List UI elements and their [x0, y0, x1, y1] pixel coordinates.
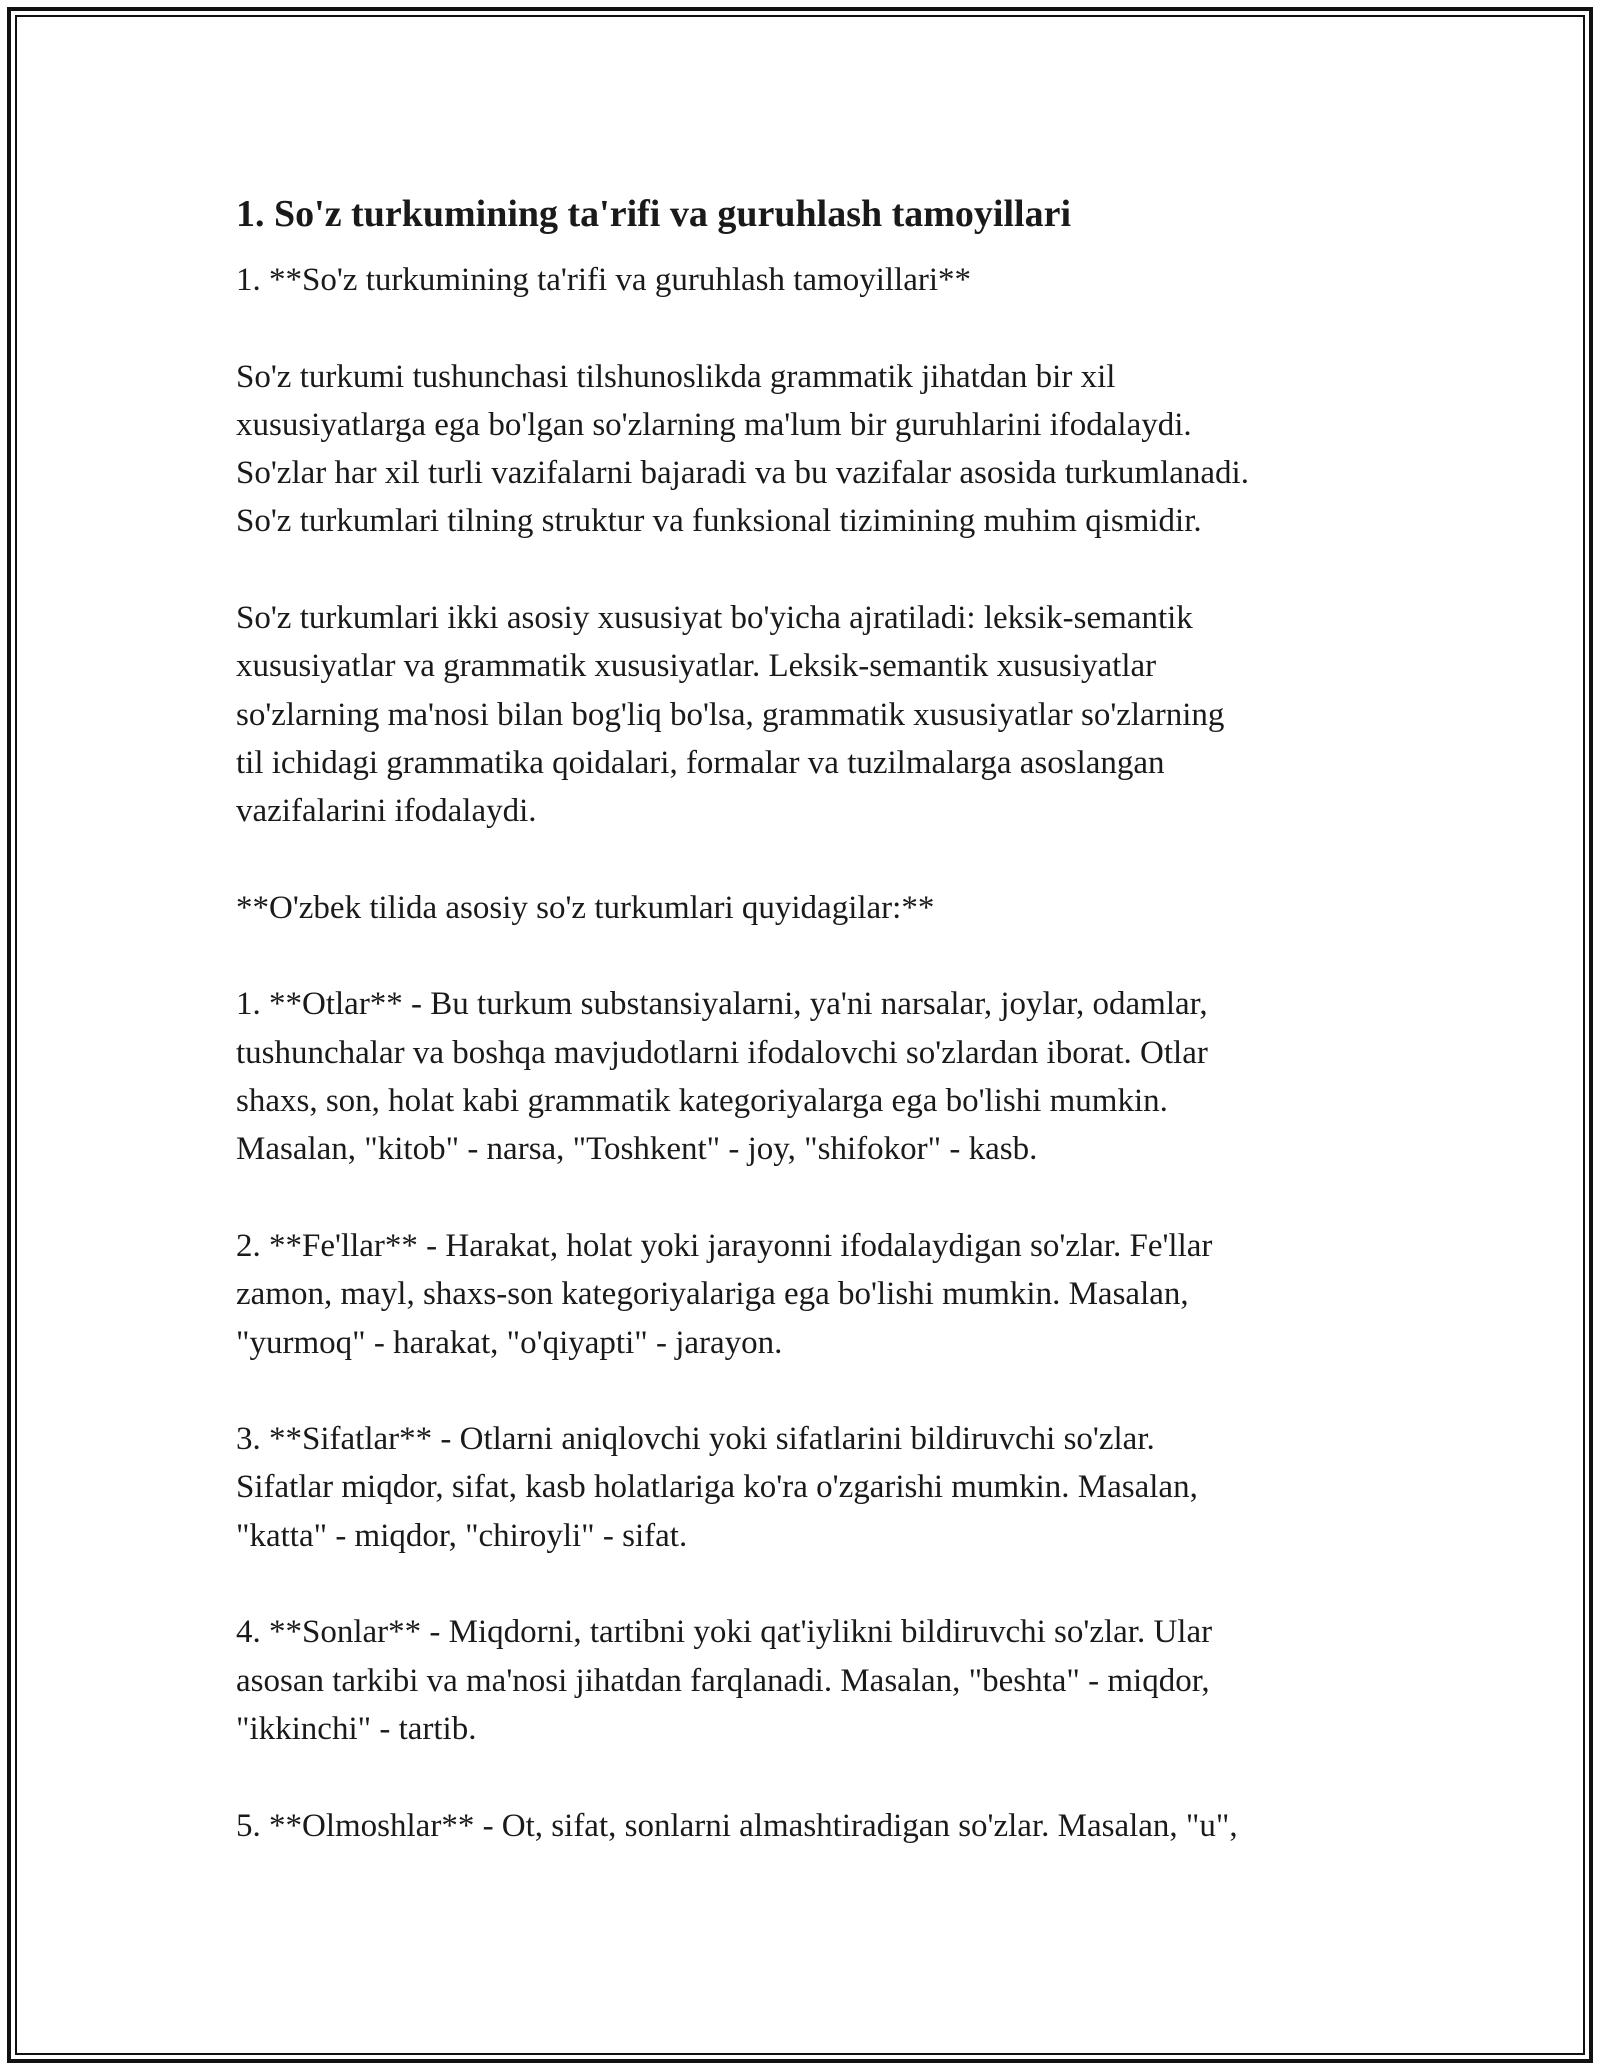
section-subtitle: 1. **So'z turkumining ta'rifi va guruhlash tamoyillari** [236, 262, 972, 298]
list-item-sifatlar: 3. **Sifatlar** - Otlarni aniqlovchi yoki sifatlarini bildiruvchi so'zlar. Sifatlar miqdor, sifat, kasb holatlariga ko'ra o'zgarishi mumkin. Masalan, "katta" - miqdor, "chiroyli" - sifat. [236, 1421, 1198, 1554]
list-item-otlar: 1. **Otlar** - Bu turkum substansiyalarni, ya'ni narsalar, joylar, odamlar, tushunchalar va boshqa mavjudotlarni ifodalovchi so'zlardan iborat. Otlar shaxs, son, holat kabi grammatik kategoriyalarga ega bo'lishi mumkin. Masalan, "kitob" - narsa, "Toshkent" - joy, "shifokor" - kasb. [236, 986, 1208, 1168]
document-body [236, 186, 1376, 1850]
document-heading: 1. So'z turkumining ta'rifi va guruhlash tamoyillari [236, 193, 1072, 235]
paragraph-list-intro: **O'zbek tilida asosiy so'z turkumlari quyidagilar:** [236, 889, 935, 926]
paragraph-definition: So'z turkumi tushunchasi tilshunoslikda grammatik jihatdan bir xil xususiyatlarga ega bo'lgan so'zlarning ma'lum bir guruhlarini ifodalaydi. So'zlar har xil turli vazifalarni bajaradi va bu vazifalar asosida turkumlanadi. So'z turkumlari tilning struktur va funksional tizimining muhim qismidir. [236, 358, 1249, 540]
list-item-olmoshlar: 5. **Olmoshlar** - Ot, sifat, sonlarni almashtiradigan so'zlar. Masalan, "u", [236, 1807, 1238, 1844]
list-item-fellar: 2. **Fe'llar** - Harakat, holat yoki jarayonni ifodalaydigan so'zlar. Fe'llar zamon, mayl, shaxs-son kategoriyalariga ega bo'lishi mumkin. Masalan, "yurmoq" - harakat, "o'qiyapti" - jarayon. [236, 1227, 1213, 1361]
list-item-sonlar: 4. **Sonlar** - Miqdorni, tartibni yoki qat'iylikni bildiruvchi so'zlar. Ular asosan tarkibi va ma'nosi jihatdan farqlanadi. Masalan, "beshta" - miqdor, "ikkinchi" - tartib. [236, 1614, 1213, 1747]
paragraph-features: So'z turkumlari ikki asosiy xususiyat bo'yicha ajratiladi: leksik-semantik xususiyatlar va grammatik xususiyatlar. Leksik-semantik xususiyatlar so'zlarning ma'nosi bilan bog'liq bo'lsa, grammatik xususiyatlar so'zlarning til ichidagi grammatika qoidalari, formalar va tuzilmalarga asoslangan vazifalarini ifodalaydi. [236, 600, 1225, 830]
